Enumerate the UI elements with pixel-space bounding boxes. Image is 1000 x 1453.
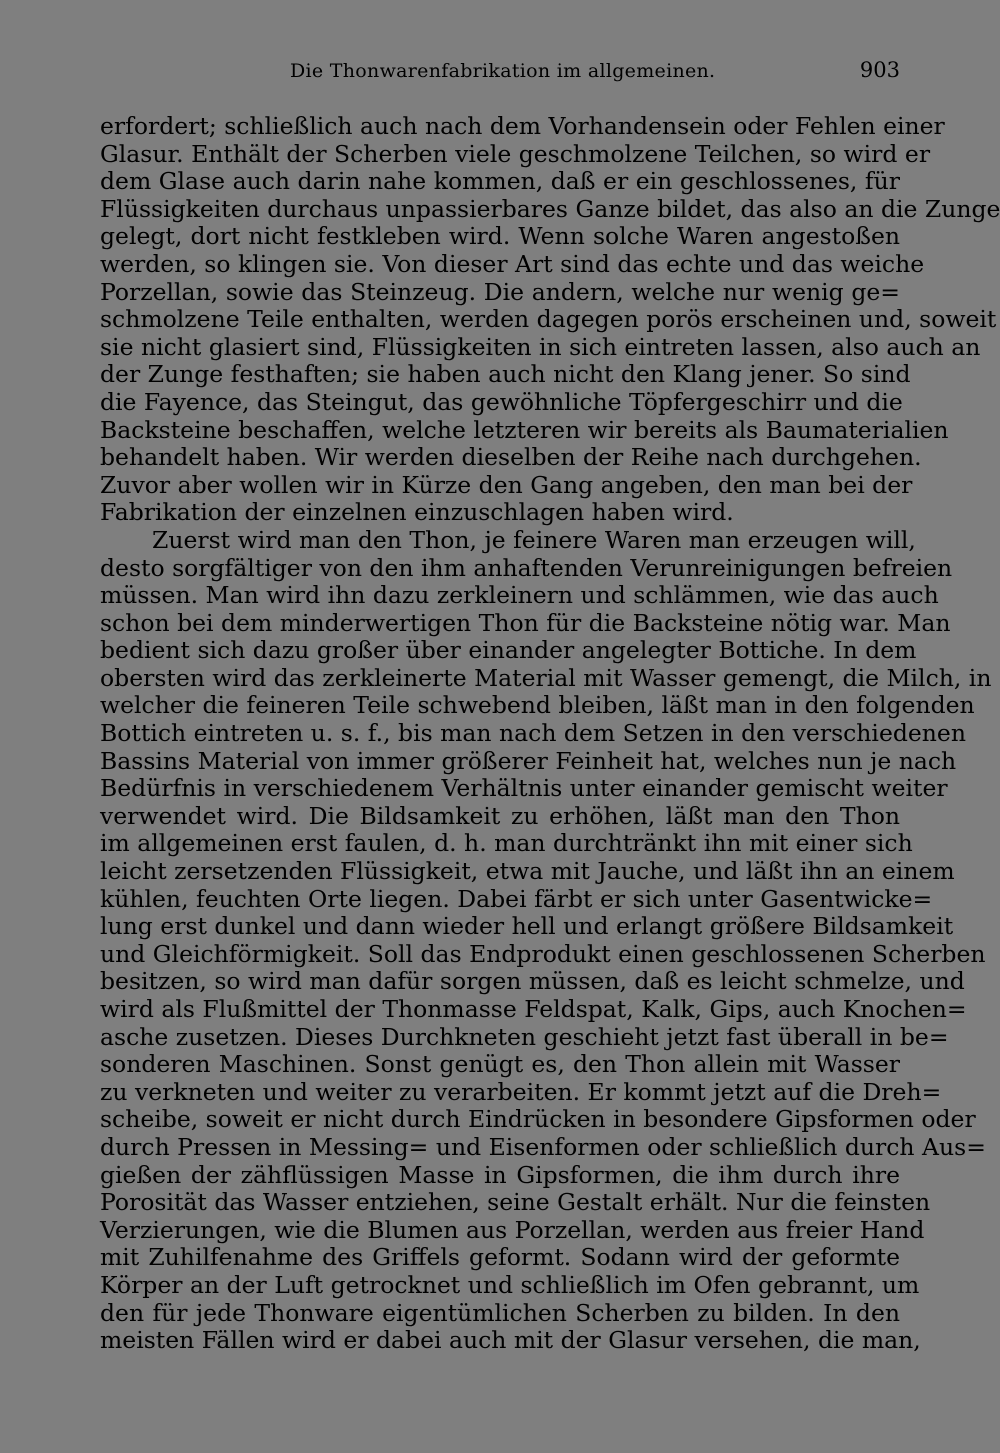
text-line: und Gleichförmigkeit. Soll das Endprodukt einen geschlossenen Scherben	[100, 939, 986, 968]
text-line: behandelt haben. Wir werden dieselben der Reihe nach durchgehen.	[100, 443, 922, 472]
text-line: kühlen, feuchten Orte liegen. Dabei färbt er sich unter Gasentwicke=	[100, 884, 933, 913]
text-line: Backsteine beschaffen, welche letzteren wir bereits als Baumaterialien	[100, 415, 949, 444]
text-line: desto sorgfältiger von den ihm anhaftenden Verunreinigungen befreien	[100, 553, 953, 582]
text-line: Körper an der Luft getrocknet und schließlich im Ofen gebrannt, um	[100, 1270, 920, 1299]
text-line: sie nicht glasiert sind, Flüssigkeiten in sich eintreten lassen, also auch an	[100, 332, 981, 361]
text-line: Porosität das Wasser entziehen, seine Gestalt erhält. Nur die feinsten	[100, 1188, 931, 1217]
paragraph	[100, 112, 1000, 527]
text-line: Verzierungen, wie die Blumen aus Porzellan, werden aus freier Hand	[100, 1215, 925, 1244]
text-line: leicht zersetzenden Flüssigkeit, etwa mit Jauche, und läßt ihn an einem	[100, 857, 955, 886]
text-line: müssen. Man wird ihn dazu zerkleinern und schlämmen, wie das auch	[100, 581, 939, 610]
text-line: Fabrikation der einzelnen einzuschlagen haben wird.	[100, 498, 734, 527]
text-line: zu verkneten und weiter zu verarbeiten. Er kommt jetzt auf die Dreh=	[100, 1077, 942, 1106]
text-line: Bottich eintreten u. s. f., bis man nach dem Setzen in den verschiedenen	[100, 719, 966, 748]
text-line: scheibe, soweit er nicht durch Eindrücken in besondere Gipsformen oder	[100, 1105, 976, 1134]
text-line: Zuvor aber wollen wir in Kürze den Gang angeben, den man bei der	[100, 470, 913, 499]
text-line: besitzen, so wird man dafür sorgen müssen, daß es leicht schmelze, und	[100, 967, 965, 996]
text-line: gelegt, dort nicht festkleben wird. Wenn solche Waren angestoßen	[100, 222, 900, 251]
text-line: schon bei dem minderwertigen Thon für die Backsteine nötig war. Man	[100, 608, 951, 637]
text-line: welcher die feineren Teile schwebend bleiben, läßt man in den folgenden	[100, 691, 975, 720]
text-line: schmolzene Teile enthalten, werden dagegen porös erscheinen und, soweit	[100, 305, 997, 334]
text-line: Glasur. Enthält der Scherben viele geschmolzene Teilchen, so wird er	[100, 139, 931, 168]
text-line: erfordert; schließlich auch nach dem Vorhandensein oder Fehlen einer	[100, 112, 945, 140]
text-line: dem Glase auch darin nahe kommen, daß er ein geschlossenes, für	[100, 167, 900, 196]
running-head: Die Thonwarenfabrikation im allgemeinen.	[290, 60, 716, 82]
text-line: asche zusetzen. Dieses Durchkneten geschieht jetzt fast überall in be=	[100, 1022, 949, 1051]
paragraph	[100, 525, 992, 1355]
text-line: sonderen Maschinen. Sonst genügt es, den Thon allein mit Wasser	[100, 1050, 900, 1079]
text-line: meisten Fällen wird er dabei auch mit der Glasur versehen, die man,	[100, 1326, 921, 1355]
text-line: bedient sich dazu großer über einander angelegter Bottiche. In dem	[100, 636, 917, 665]
text-line: wird als Flußmittel der Thonmasse Feldspat, Kalk, Gips, auch Knochen=	[100, 995, 967, 1023]
text-line: Zuerst wird man den Thon, je feinere Waren man erzeugen will,	[152, 525, 916, 554]
text-line: lung erst dunkel und dann wieder hell und erlangt größere Bildsamkeit	[100, 912, 954, 941]
text-line: den für jede Thonware eigentümlichen Scherben zu bilden. In den	[100, 1298, 900, 1327]
text-line: gießen der zähflüssigen Masse in Gipsformen, die ihm durch ihre	[100, 1160, 900, 1189]
text-line: im allgemeinen erst faulen, d. h. man durchtränkt ihn mit einer sich	[100, 829, 913, 858]
text-line: mit Zuhilfenahme des Griffels geformt. Sodann wird der geformte	[100, 1243, 900, 1272]
page-number: 903	[859, 58, 900, 82]
text-line: werden, so klingen sie. Von dieser Art sind das echte und das weiche	[100, 249, 925, 278]
text-line: verwendet wird. Die Bildsamkeit zu erhöhen, läßt man den Thon	[100, 801, 900, 830]
text-line: Porzellan, sowie das Steinzeug. Die andern, welche nur wenig ge=	[100, 277, 900, 306]
text-line: Flüssigkeiten durchaus unpassierbares Ganze bildet, das also an die Zunge	[100, 194, 1000, 223]
text-line: durch Pressen in Messing= und Eisenformen oder schließlich durch Aus=	[100, 1132, 986, 1161]
text-line: der Zunge festhaften; sie haben auch nicht den Klang jener. So sind	[100, 360, 911, 389]
text-line: Bassins Material von immer größerer Feinheit hat, welches nun je nach	[100, 746, 957, 775]
text-line: Bedürfnis in verschiedenem Verhältnis unter einander gemischt weiter	[100, 774, 948, 803]
text-line: die Fayence, das Steingut, das gewöhnliche Töpfergeschirr und die	[100, 387, 903, 416]
text-line: obersten wird das zerkleinerte Material mit Wasser gemengt, die Milch, in	[100, 663, 992, 692]
page-header	[100, 58, 900, 88]
body-text	[100, 112, 1000, 1355]
